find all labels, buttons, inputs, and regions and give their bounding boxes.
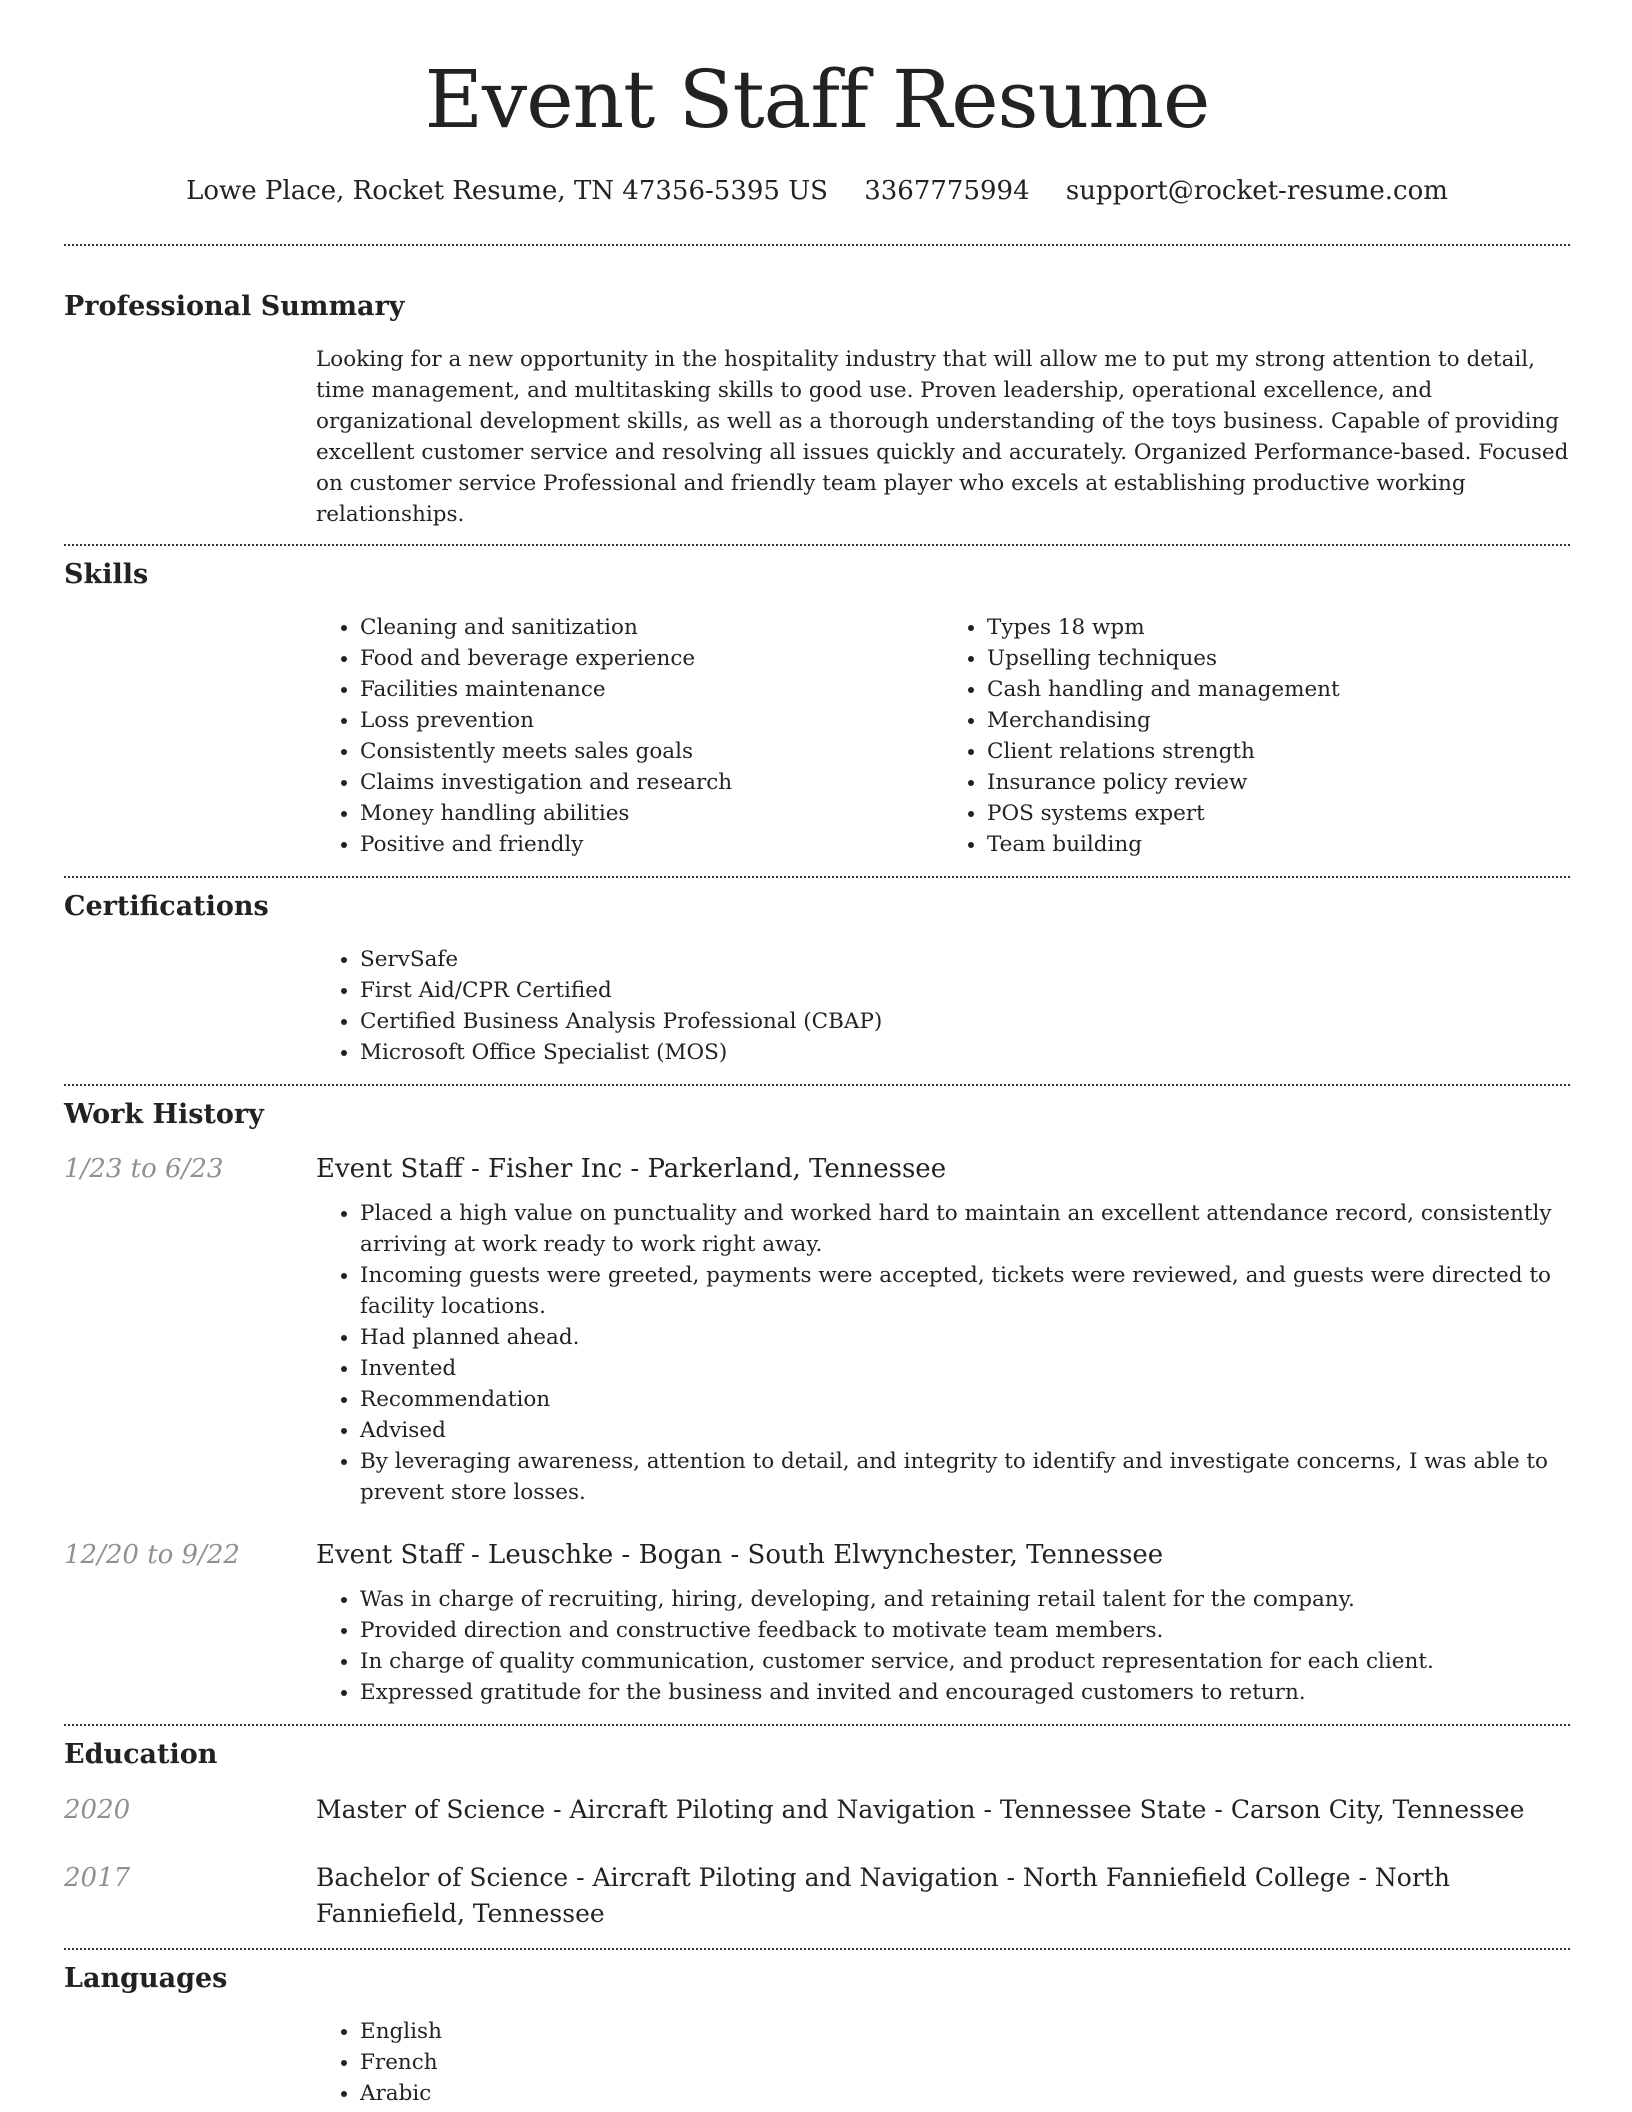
list-item: • In charge of quality communication, customer service, and product representation for each client. bbox=[360, 1646, 1570, 1677]
list-item: • First Aid/CPR Certified bbox=[360, 975, 1570, 1006]
skills-heading: Skills bbox=[64, 559, 149, 590]
summary-text: Looking for a new opportunity in the hospitality industry that will allow me to put my strong attention to detail, time management, and multitasking skills to good use. Proven leadership, operational excellence, and organizational development skills, as well as a thorough understanding of the toys business. Capable of providing excellent customer service and resolving all issues quickly and accurately. Organized Performance-based. Focused on customer service Professional and friendly team player who excels at establishing productive working relationships. bbox=[316, 347, 1569, 527]
list-item: • French bbox=[360, 2047, 1570, 2078]
list-item: • Provided direction and constructive feedback to motivate team members. bbox=[360, 1615, 1570, 1646]
education-school: - North Fanniefield College - North Fanniefield, Tennessee bbox=[316, 1863, 1450, 1928]
list-item: • Positive and friendly bbox=[360, 829, 943, 860]
list-item: • ServSafe bbox=[360, 944, 1570, 975]
contact-email[interactable]: support@rocket-resume.com bbox=[1065, 176, 1448, 206]
list-item: • By leveraging awareness, attention to detail, and integrity to identify and investigate concerns, I was able to prevent store losses. bbox=[360, 1446, 1570, 1508]
list-item: • Certified Business Analysis Professional (CBAP) bbox=[360, 1006, 1570, 1037]
skills-list-left bbox=[316, 612, 943, 860]
languages-content bbox=[316, 2016, 1570, 2109]
list-item: • Client relations strength bbox=[987, 736, 1570, 767]
list-item: • Arabic bbox=[360, 2078, 1570, 2109]
education-entry bbox=[64, 1860, 1570, 1932]
list-item: • Types 18 wpm bbox=[987, 612, 1570, 643]
education-details bbox=[316, 1860, 1570, 1932]
work-heading: Work History bbox=[64, 1099, 264, 1130]
summary-heading: Professional Summary bbox=[64, 291, 405, 322]
job-title: Event Staff - Fisher Inc - Parkerland, Tennessee bbox=[316, 1154, 947, 1184]
list-item: • Upselling techniques bbox=[987, 643, 1570, 674]
section-divider bbox=[64, 244, 1570, 246]
job-entry bbox=[64, 1152, 1570, 1186]
education-details bbox=[316, 1792, 1570, 1828]
list-item: • Had planned ahead. bbox=[360, 1322, 1570, 1353]
certifications-list bbox=[316, 944, 1570, 1068]
list-item: • Claims investigation and research bbox=[360, 767, 943, 798]
education-entry bbox=[64, 1792, 1570, 1828]
list-item: • Was in charge of recruiting, hiring, developing, and retaining retail talent for the company. bbox=[360, 1584, 1570, 1615]
skills-list-right bbox=[943, 612, 1570, 860]
job-bullets bbox=[316, 1584, 1570, 1708]
section-divider bbox=[64, 1084, 1570, 1086]
list-item: • Facilities maintenance bbox=[360, 674, 943, 705]
list-item: • Consistently meets sales goals bbox=[360, 736, 943, 767]
job-bullets bbox=[316, 1198, 1570, 1508]
education-degree: Bachelor of Science - Aircraft Piloting and Navigation bbox=[316, 1863, 999, 1892]
job-dates: 12/20 to 9/22 bbox=[64, 1540, 240, 1570]
languages-section bbox=[64, 1962, 1570, 2109]
work-section bbox=[64, 1098, 1570, 1708]
resume-page bbox=[64, 0, 1570, 2109]
skills-section bbox=[64, 558, 1570, 860]
education-school: - Tennessee State - Carson City, Tennessee bbox=[975, 1795, 1525, 1824]
list-item: • Cleaning and sanitization bbox=[360, 612, 943, 643]
list-item: • Insurance policy review bbox=[987, 767, 1570, 798]
contact-line bbox=[64, 174, 1570, 208]
job-title: Event Staff - Leuschke - Bogan - South Elwynchester, Tennessee bbox=[316, 1540, 1164, 1570]
contact-address: Lowe Place, Rocket Resume, TN 47356-5395 US bbox=[186, 176, 828, 206]
list-item: • Money handling abilities bbox=[360, 798, 943, 829]
list-item: • Invented bbox=[360, 1353, 1570, 1384]
education-heading: Education bbox=[64, 1739, 218, 1770]
section-divider bbox=[64, 876, 1570, 878]
list-item: • Incoming guests were greeted, payments were accepted, tickets were reviewed, and guests were directed to facility locations. bbox=[360, 1260, 1570, 1322]
list-item: • Placed a high value on punctuality and worked hard to maintain an excellent attendance record, consistently arriving at work ready to work right away. bbox=[360, 1198, 1570, 1260]
section-divider bbox=[64, 1724, 1570, 1726]
list-item: • English bbox=[360, 2016, 1570, 2047]
list-item: • Loss prevention bbox=[360, 705, 943, 736]
section-divider bbox=[64, 1948, 1570, 1950]
resume-title: Event Staff Resume bbox=[424, 53, 1210, 146]
list-item: • Team building bbox=[987, 829, 1570, 860]
list-item: • Advised bbox=[360, 1415, 1570, 1446]
certifications-heading: Certifications bbox=[64, 891, 269, 922]
education-year: 2017 bbox=[64, 1863, 131, 1893]
education-degree: Master of Science - Aircraft Piloting and Navigation bbox=[316, 1795, 976, 1824]
list-item: • Food and beverage experience bbox=[360, 643, 943, 674]
education-year: 2020 bbox=[64, 1795, 131, 1825]
list-item: • Recommendation bbox=[360, 1384, 1570, 1415]
certifications-section bbox=[64, 890, 1570, 1068]
list-item: • Microsoft Office Specialist (MOS) bbox=[360, 1037, 1570, 1068]
contact-phone: 3367775994 bbox=[864, 176, 1030, 206]
skills-columns bbox=[316, 612, 1570, 860]
list-item: • Merchandising bbox=[987, 705, 1570, 736]
list-item: • Expressed gratitude for the business and invited and encouraged customers to return. bbox=[360, 1677, 1570, 1708]
certifications-content bbox=[316, 944, 1570, 1068]
section-divider bbox=[64, 544, 1570, 546]
list-item: • Cash handling and management bbox=[987, 674, 1570, 705]
job-entry bbox=[64, 1538, 1570, 1572]
list-item: • POS systems expert bbox=[987, 798, 1570, 829]
education-section bbox=[64, 1738, 1570, 1932]
languages-list bbox=[316, 2016, 1570, 2109]
summary-section bbox=[64, 290, 1570, 530]
languages-heading: Languages bbox=[64, 1963, 228, 1994]
job-dates: 1/23 to 6/23 bbox=[64, 1154, 224, 1184]
